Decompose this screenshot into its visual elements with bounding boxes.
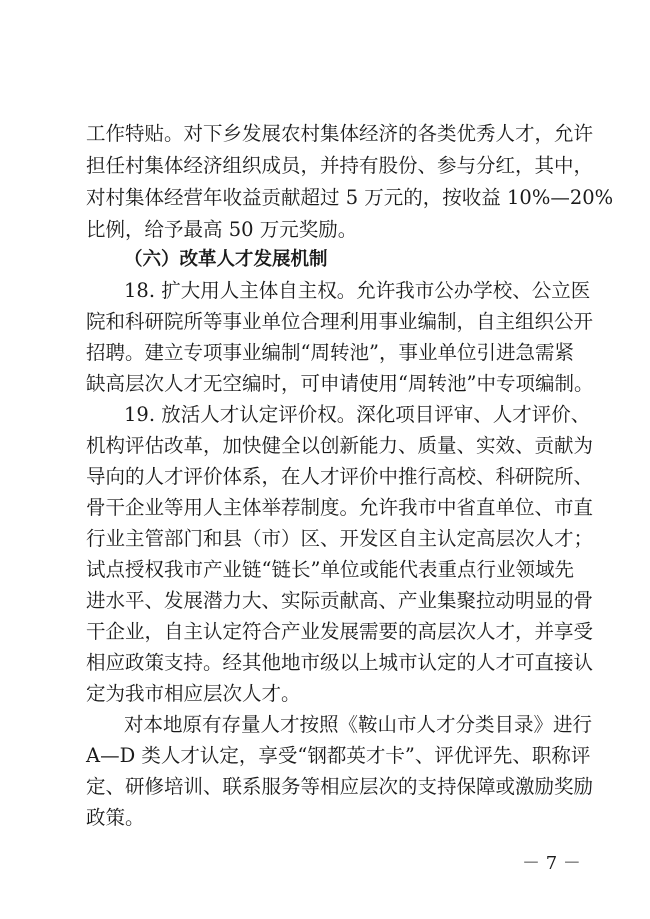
text-line: 工作特贴。对下乡发展农村集体经济的各类优秀人才，允许 bbox=[86, 122, 594, 145]
text-line: 进水平、发展潜力大、实际贡献高、产业集聚拉动明显的骨 bbox=[86, 589, 594, 612]
paragraph-existing-talent-start: 对本地原有存量人才按照《鞍山市人才分类目录》进行 bbox=[124, 713, 593, 736]
text-line: 担任村集体经济组织成员，并持有股份、参与分红，其中， bbox=[86, 154, 594, 177]
text-line: 行业主管部门和县（市）区、开发区自主认定高层次人才； bbox=[86, 527, 594, 550]
text-line: 院和科研院所等事业单位合理利用事业编制，自主组织公开 bbox=[86, 310, 594, 333]
text-line: 干企业，自主认定符合产业发展需要的高层次人才，并享受 bbox=[86, 620, 594, 643]
text-line: 对村集体经营年收益贡献超过 5 万元的，按收益 10%—20% bbox=[86, 186, 614, 209]
text-line: 定为我市相应层次人才。 bbox=[86, 682, 301, 705]
section-heading: （六）改革人才发展机制 bbox=[124, 249, 328, 270]
text-line: 定、研修培训、联系服务等相应层次的支持保障或激励奖励 bbox=[86, 775, 594, 798]
text-line: 缺高层次人才无空编时，可申请使用“周转池”中专项编制。 bbox=[86, 372, 594, 395]
text-line: 试点授权我市产业链“链长”单位或能代表重点行业领域先 bbox=[86, 558, 574, 581]
page-number: － 7 － bbox=[522, 853, 581, 874]
text-line: A—D 类人才认定，享受“钢都英才卡”、评优评先、职称评 bbox=[86, 744, 591, 767]
text-line: 政策。 bbox=[86, 806, 145, 829]
text-line: 骨干企业等用人主体举荐制度。允许我市中省直单位、市直 bbox=[86, 496, 594, 519]
text-line: 导向的人才评价体系，在人才评价中推行高校、科研院所、 bbox=[86, 465, 594, 488]
text-line: 相应政策支持。经其他地市级以上城市认定的人才可直接认 bbox=[86, 651, 594, 674]
paragraph-19-start: 19. 放活人才认定评价权。深化项目评审、人才评价、 bbox=[124, 403, 591, 426]
text-line: 招聘。建立专项事业编制“周转池”，事业单位引进急需紧 bbox=[86, 341, 574, 364]
text-line: 机构评估改革，加快健全以创新能力、质量、实效、贡献为 bbox=[86, 434, 594, 457]
text-line: 比例，给予最高 50 万元奖励。 bbox=[86, 218, 358, 241]
paragraph-18-start: 18. 扩大用人主体自主权。允许我市公办学校、公立医 bbox=[124, 279, 591, 302]
